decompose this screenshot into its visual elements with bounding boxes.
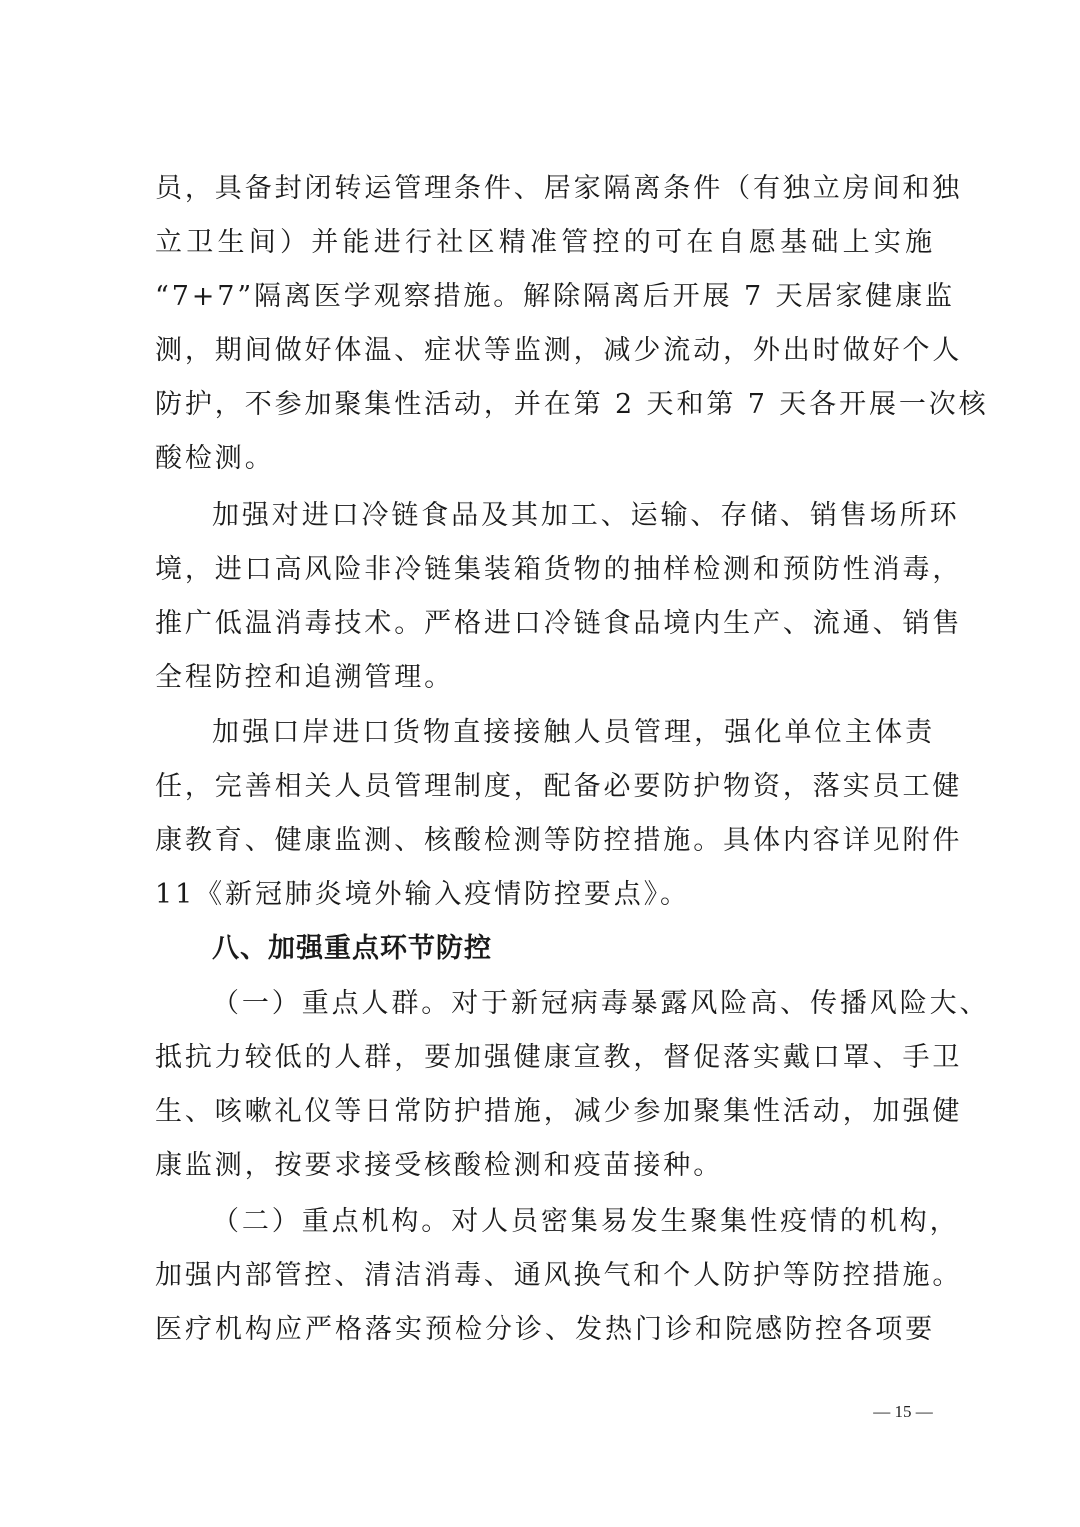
text-line: 境，进口高风险非冷链集装箱货物的抽样检测和预防性消毒，	[155, 554, 963, 585]
paragraph-start-line: 加强口岸进口货物直接接触人员管理，强化单位主体责	[212, 717, 935, 748]
subsection-start-line: （一）重点人群。对于新冠病毒暴露风险高、传播风险大、	[212, 988, 990, 1019]
text-line: 抵抗力较低的人群，要加强健康宣教，督促落实戴口罩、手卫	[155, 1042, 963, 1073]
text-line: 防护，不参加聚集性活动，并在第 2 天和第 7 天各开展一次核	[155, 389, 989, 420]
paragraph-start-line: 加强对进口冷链食品及其加工、运输、存储、销售场所环	[212, 500, 960, 531]
section-heading: 八、加强重点环节防控	[212, 933, 492, 964]
text-line: 11《新冠肺炎境外输入疫情防控要点》。	[155, 879, 690, 910]
text-line: 全程防控和追溯管理。	[155, 662, 454, 693]
subsection-start-line: （二）重点机构。对人员密集易发生聚集性疫情的机构，	[212, 1206, 960, 1237]
text-line: 酸检测。	[155, 443, 275, 474]
text-line: 康监测，按要求接受核酸检测和疫苗接种。	[155, 1150, 724, 1181]
text-line: 任，完善相关人员管理制度，配备必要防护物资，落实员工健	[155, 771, 963, 802]
page-number: — 15 —	[873, 1402, 933, 1421]
text-line: 测，期间做好体温、症状等监测，减少流动，外出时做好个人	[155, 335, 963, 366]
text-line: “7+7”隔离医学观察措施。解除隔离后开展 7 天居家健康监	[155, 281, 955, 312]
text-line: 立卫生间）并能进行社区精准管控的可在自愿基础上实施	[155, 227, 935, 258]
text-line: 生、咳嗽礼仪等日常防护措施，减少参加聚集性活动，加强健	[155, 1096, 963, 1127]
text-line: 员，具备封闭转运管理条件、居家隔离条件（有独立房间和独	[155, 173, 963, 204]
text-line: 加强内部管控、清洁消毒、通风换气和个人防护等防控措施。	[155, 1260, 963, 1291]
text-line: 推广低温消毒技术。严格进口冷链食品境内生产、流通、销售	[155, 608, 963, 639]
text-line: 医疗机构应严格落实预检分诊、发热门诊和院感防控各项要	[155, 1314, 935, 1345]
text-line: 康教育、健康监测、核酸检测等防控措施。具体内容详见附件	[155, 825, 963, 856]
